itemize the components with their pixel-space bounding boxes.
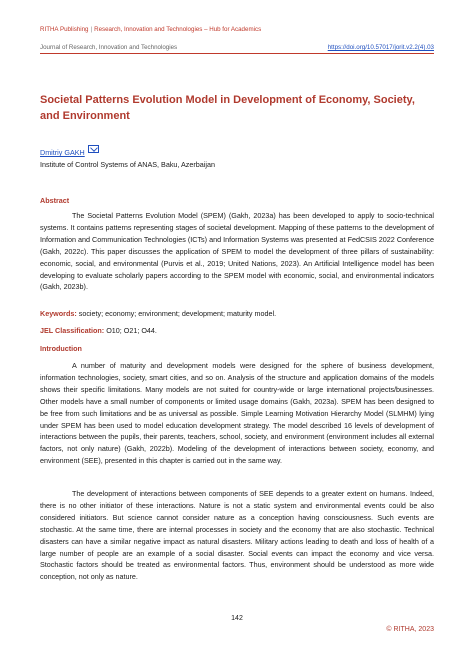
introduction-heading: Introduction [40,344,82,353]
publisher-header [40,26,261,33]
keywords-label: Keywords: [40,309,77,318]
jel-line [40,326,434,335]
header-separator: | [90,26,93,33]
introduction-paragraph-1: A number of maturity and development models were designed for the sphere of business development, information technologies, society, smart cities, and so on. Analysis of the structure and application domains of the models shows their specific limitations. Many models are not suited for country-wide or large international projects/businesses. Other models have a small number of components or limited usage domains (Gakh, 2023a). SPEM has been designed to be free from such limitations and be as universal as possible. Simple Learning Motivation Hierarchy Model (SLMHM) lying under SPEM has been used to model education development strategy. The model described 16 levels of development of interactions between the pupils, their parents, teachers, school, society, and environment (environment includes all external factors, not only nature) (Gakh, 2022b). Modeling of the development of interactions between society, economy, and environment (SEE), presented in this chapter is carried out in the same way. [40,361,434,466]
journal-name: Journal of Research, Innovation and Technologies [40,44,178,51]
author-affiliation: Institute of Control Systems of ANAS, Baku, Azerbaijan [40,160,215,169]
journal-header [40,44,434,51]
keywords-line [40,309,434,318]
article-title: Societal Patterns Evolution Model in Development of Economy, Society, and Environment [40,94,415,122]
publisher-name: RITHA Publishing [40,26,89,33]
jel-text: O10; O21; O44. [106,326,157,335]
introduction-paragraph-2: The development of interactions between components of SEE depends to a greater extent on humans. Indeed, there is no other initiator of these interactions. Nature is not a static system and environmental events could be also considered initiators. But science cannot consider nature as a conception having consciousness. Such events are stochastic. At the same time, there are internal processes in society and the economy that are also stochastic. Technical disasters can have a similar negative impact as natural disasters. Military actions leading to death and loss of health of a large number of people are an example of a social disaster. Social events can impact the economy and vice versa. Stochastic factors should be treated as environmental factors. Thus, environment should be understood as more wide conception, not only as nature. [40,489,434,582]
publisher-series: Research, Innovation and Technologies – Hub for Academics [94,26,262,33]
email-icon[interactable] [88,145,99,153]
author-link[interactable]: Dmitriy GAKH [40,148,85,157]
copyright-notice: © RITHA, 2023 [386,626,434,633]
abstract-text: The Societal Patterns Evolution Model (SPEM) (Gakh, 2023a) has been developed to apply to socio-technical systems. It contains patterns representing stages of societal development. Mapping of these patterns to the development of Information and Communication Technologies (ICTs) and Information Systems was presented at FedCSIS 2022 Conference (Gakh, 2022c). This paper discusses the application of SPEM to model the development of three pillars of sustainability: economic, social, and environmental (Purvis et al., 2019; United Nations, 2023). An Artificial Intelligence model has been developing to evaluate scholarly papers according to the SPEM model with economic, social, and environmental indicators (Gakh, 2023b). [40,211,434,292]
keywords-text: society; economy; environment; development; maturity model. [78,309,277,318]
abstract-heading: Abstract [40,196,70,205]
page-number: 142 [231,615,243,622]
jel-label: JEL Classification: [40,326,105,335]
header-divider [40,53,434,54]
doi-link[interactable]: https://doi.org/10.57017/jorit.v2.2(4).03 [327,44,434,51]
